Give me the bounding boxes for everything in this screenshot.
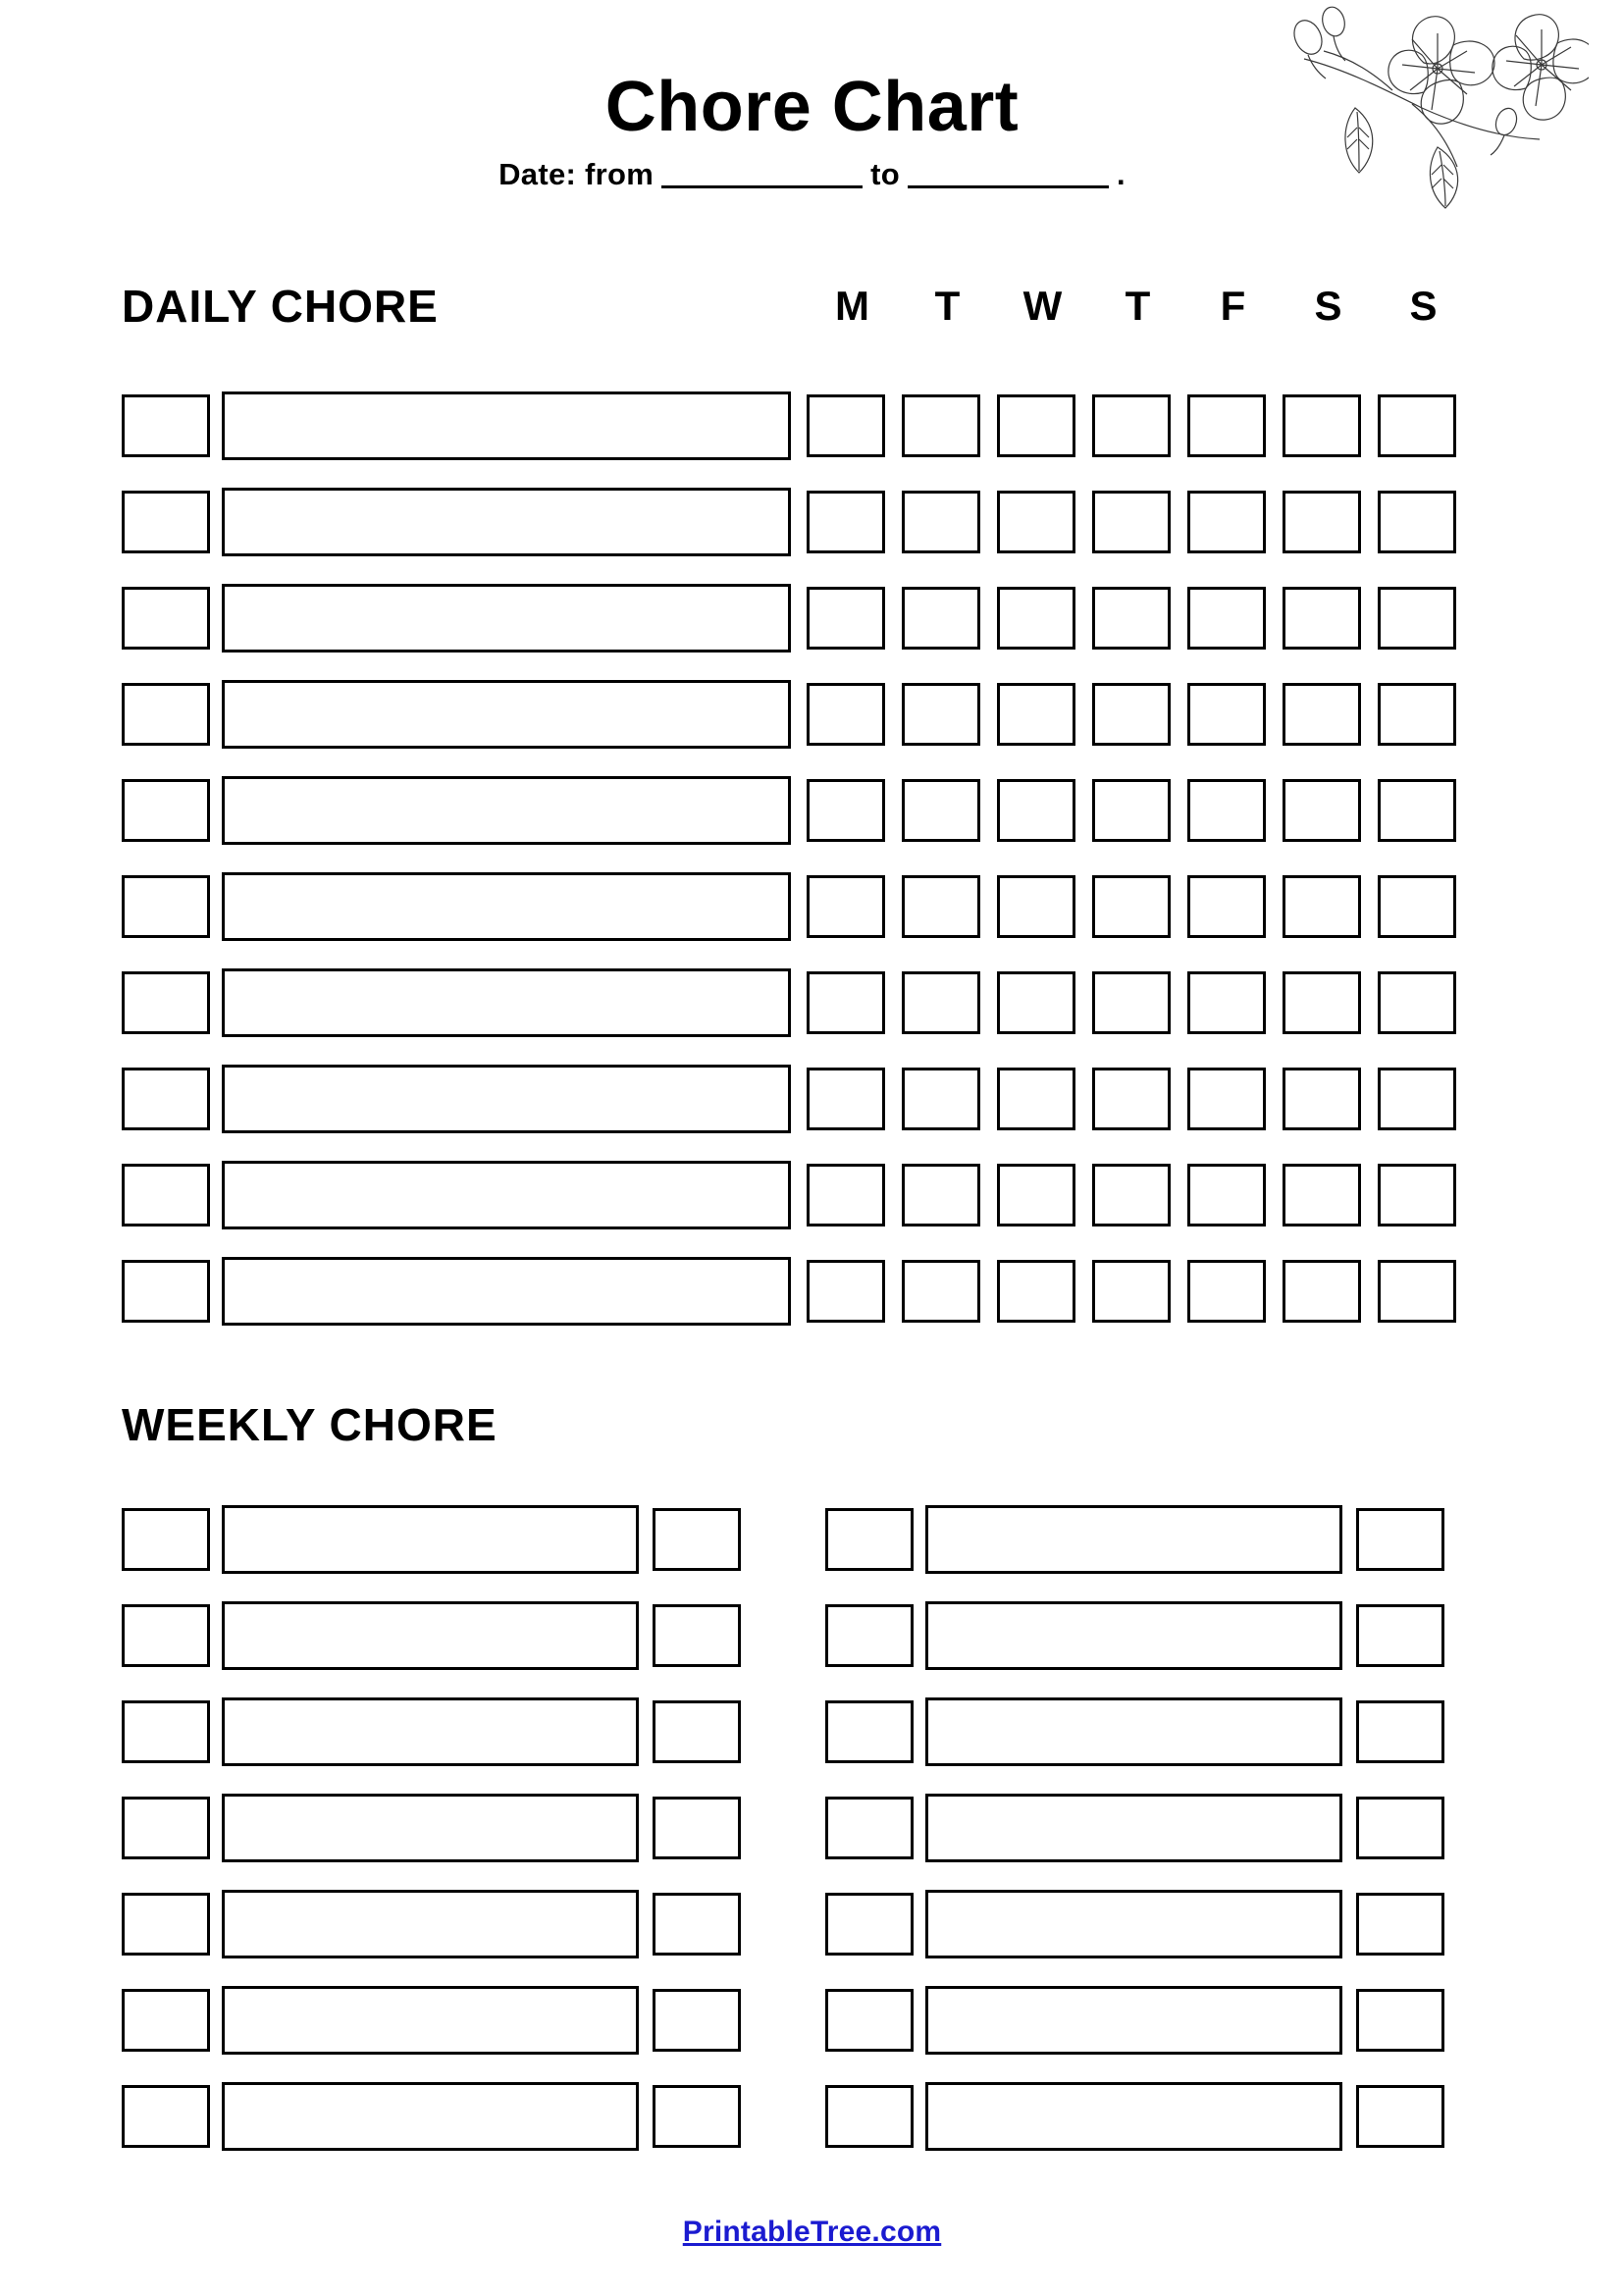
daily-chore-input[interactable] [222,1065,791,1133]
daily-day-cell-s1[interactable] [1283,394,1361,457]
daily-day-cell-s1[interactable] [1283,587,1361,650]
weekly-chore-input[interactable] [222,1505,639,1574]
weekly-chore-table-left [122,1491,769,2165]
daily-chore-input[interactable] [222,1257,791,1326]
table-row [122,378,1473,474]
weekly-chore-heading: WEEKLY CHORE [122,1399,498,1450]
daily-day-cell-w[interactable] [997,779,1075,842]
daily-day-cell-s1[interactable] [1283,971,1361,1034]
daily-day-cell-s1[interactable] [1283,491,1361,553]
date-line-period: . [1116,156,1126,191]
weekday-label-friday: F [1220,283,1246,329]
daily-day-cell-t2[interactable] [1092,491,1171,553]
daily-checkbox[interactable] [122,779,210,842]
weekly-end-box[interactable] [653,1604,741,1667]
daily-checkbox[interactable] [122,1260,210,1323]
daily-day-cell-m[interactable] [807,971,885,1034]
weekly-checkbox[interactable] [122,2085,210,2148]
daily-day-cell-s2[interactable] [1378,587,1456,650]
daily-day-cell-t1[interactable] [902,587,980,650]
daily-checkbox[interactable] [122,587,210,650]
weekly-end-box[interactable] [1356,2085,1444,2148]
weekly-checkbox[interactable] [825,1604,914,1667]
weekly-checkbox[interactable] [825,2085,914,2148]
daily-day-cell-f[interactable] [1187,491,1266,553]
weekly-end-box[interactable] [1356,1989,1444,2052]
table-row [825,1972,1473,2068]
daily-day-cell-s2[interactable] [1378,491,1456,553]
daily-day-cell-t1[interactable] [902,683,980,746]
daily-day-cell-m[interactable] [807,683,885,746]
date-to-label: to [870,156,900,191]
daily-day-cell-t2[interactable] [1092,875,1171,938]
daily-checkbox[interactable] [122,394,210,457]
daily-day-cell-t1[interactable] [902,1260,980,1323]
table-row [825,1780,1473,1876]
weekly-chore-input[interactable] [222,1794,639,1862]
table-row [122,570,1473,666]
daily-day-cell-s2[interactable] [1378,1260,1456,1323]
table-row [825,1684,1473,1780]
weekly-chore-input[interactable] [925,2082,1342,2151]
table-row [122,859,1473,955]
weekly-checkbox[interactable] [825,1797,914,1859]
daily-day-cell-t2[interactable] [1092,1068,1171,1130]
daily-chore-heading: DAILY CHORE [122,281,439,332]
daily-checkbox[interactable] [122,683,210,746]
footer-website-link[interactable]: PrintableTree.com [682,2216,942,2248]
daily-day-cell-s2[interactable] [1378,394,1456,457]
weekly-checkbox[interactable] [825,1893,914,1956]
daily-day-cell-t2[interactable] [1092,683,1171,746]
table-row [122,2068,769,2165]
daily-day-cell-w[interactable] [997,683,1075,746]
daily-checkbox[interactable] [122,491,210,553]
daily-day-cell-w[interactable] [997,971,1075,1034]
daily-checkbox[interactable] [122,971,210,1034]
weekly-checkbox[interactable] [825,1989,914,2052]
daily-checkbox[interactable] [122,1068,210,1130]
daily-day-cell-f[interactable] [1187,394,1266,457]
table-row [122,1876,769,1972]
document-header [0,68,1624,192]
weekly-chore-input[interactable] [222,2082,639,2151]
weekly-end-box[interactable] [1356,1797,1444,1859]
table-row [122,762,1473,859]
weekly-end-box[interactable] [653,1989,741,2052]
daily-day-cell-w[interactable] [997,1068,1075,1130]
weekly-chore-table-right [825,1491,1473,2165]
weekly-chore-input[interactable] [925,1697,1342,1766]
daily-chore-input[interactable] [222,584,791,652]
daily-day-cell-t1[interactable] [902,779,980,842]
daily-day-cell-t1[interactable] [902,1068,980,1130]
daily-day-cell-s2[interactable] [1378,875,1456,938]
daily-day-cell-m[interactable] [807,1164,885,1226]
table-row [825,1876,1473,1972]
weekday-header-row [805,283,1472,330]
daily-day-cell-w[interactable] [997,394,1075,457]
daily-day-cell-s2[interactable] [1378,683,1456,746]
weekly-checkbox[interactable] [825,1508,914,1571]
weekday-label-saturday: S [1314,283,1342,329]
daily-day-cell-s2[interactable] [1378,779,1456,842]
table-row [122,474,1473,570]
weekday-label-tuesday: T [934,283,961,329]
daily-day-cell-t1[interactable] [902,875,980,938]
weekly-checkbox[interactable] [122,1508,210,1571]
daily-chore-input[interactable] [222,488,791,556]
weekly-end-box[interactable] [1356,1893,1444,1956]
daily-day-cell-s2[interactable] [1378,971,1456,1034]
table-row [122,666,1473,762]
daily-day-cell-t2[interactable] [1092,1260,1171,1323]
daily-chore-input[interactable] [222,776,791,845]
daily-day-cell-f[interactable] [1187,1164,1266,1226]
table-row [122,1972,769,2068]
daily-day-cell-m[interactable] [807,491,885,553]
weekly-end-box[interactable] [653,1893,741,1956]
daily-day-cell-f[interactable] [1187,875,1266,938]
table-row [122,1588,769,1684]
weekly-chore-input[interactable] [222,1890,639,1958]
table-row [825,1491,1473,1588]
daily-day-cell-m[interactable] [807,1068,885,1130]
daily-day-cell-t2[interactable] [1092,1164,1171,1226]
daily-day-cell-w[interactable] [997,875,1075,938]
daily-chore-input[interactable] [222,680,791,749]
weekly-chore-input[interactable] [925,1794,1342,1862]
daily-checkbox[interactable] [122,1164,210,1226]
weekly-chore-input[interactable] [925,1890,1342,1958]
date-to-blank[interactable] [908,184,1109,188]
weekday-label-sunday: S [1409,283,1438,329]
daily-day-cell-s1[interactable] [1283,779,1361,842]
daily-chore-input[interactable] [222,391,791,460]
table-row [122,1243,1473,1339]
daily-day-cell-w[interactable] [997,491,1075,553]
daily-day-cell-s1[interactable] [1283,1164,1361,1226]
daily-day-cell-t2[interactable] [1092,394,1171,457]
daily-day-cell-m[interactable] [807,1260,885,1323]
daily-day-cell-s1[interactable] [1283,1068,1361,1130]
daily-day-cell-s1[interactable] [1283,875,1361,938]
daily-day-cell-s2[interactable] [1378,1164,1456,1226]
footer [0,2216,1624,2249]
daily-day-cell-t1[interactable] [902,394,980,457]
daily-day-cell-m[interactable] [807,779,885,842]
weekly-end-box[interactable] [653,2085,741,2148]
weekly-checkbox[interactable] [122,1604,210,1667]
daily-day-cell-f[interactable] [1187,587,1266,650]
weekly-chore-input[interactable] [925,1505,1342,1574]
weekly-checkbox[interactable] [122,1700,210,1763]
table-row [122,1147,1473,1243]
daily-day-cell-m[interactable] [807,394,885,457]
daily-day-cell-t1[interactable] [902,491,980,553]
weekly-checkbox[interactable] [825,1700,914,1763]
daily-day-cell-t2[interactable] [1092,971,1171,1034]
weekly-end-box[interactable] [1356,1508,1444,1571]
weekly-end-box[interactable] [653,1700,741,1763]
weekly-end-box[interactable] [653,1797,741,1859]
daily-day-cell-t2[interactable] [1092,779,1171,842]
daily-day-cell-s2[interactable] [1378,1068,1456,1130]
daily-day-cell-t1[interactable] [902,971,980,1034]
weekly-end-box[interactable] [653,1508,741,1571]
weekly-chore-input[interactable] [925,1601,1342,1670]
weekly-end-box[interactable] [1356,1700,1444,1763]
table-row [825,2068,1473,2165]
weekday-label-wednesday: W [1022,283,1063,329]
daily-day-cell-f[interactable] [1187,683,1266,746]
weekly-chore-input[interactable] [222,1697,639,1766]
daily-day-cell-f[interactable] [1187,1068,1266,1130]
daily-chore-input[interactable] [222,1161,791,1229]
page-title: Chore Chart [604,68,1020,146]
table-row [122,1051,1473,1147]
daily-day-cell-t2[interactable] [1092,587,1171,650]
weekly-checkbox[interactable] [122,1893,210,1956]
daily-day-cell-m[interactable] [807,587,885,650]
daily-day-cell-s1[interactable] [1283,683,1361,746]
table-row [122,1491,769,1588]
table-row [122,955,1473,1051]
daily-day-cell-s1[interactable] [1283,1260,1361,1323]
daily-chore-table [122,378,1473,1339]
weekly-checkbox[interactable] [122,1989,210,2052]
date-range-line [0,157,1624,192]
daily-checkbox[interactable] [122,875,210,938]
table-row [825,1588,1473,1684]
weekly-chore-input[interactable] [222,1986,639,2055]
daily-chore-input[interactable] [222,968,791,1037]
table-row [122,1684,769,1780]
weekday-label-monday: M [835,283,869,329]
weekly-checkbox[interactable] [122,1797,210,1859]
date-from-blank[interactable] [661,184,863,188]
daily-day-cell-f[interactable] [1187,971,1266,1034]
table-row [122,1780,769,1876]
weekly-end-box[interactable] [1356,1604,1444,1667]
daily-day-cell-w[interactable] [997,587,1075,650]
daily-day-cell-f[interactable] [1187,1260,1266,1323]
daily-chore-input[interactable] [222,872,791,941]
weekday-label-thursday: T [1125,283,1151,329]
weekly-chore-input[interactable] [925,1986,1342,2055]
weekly-chore-input[interactable] [222,1601,639,1670]
weekly-chore-tables [122,1491,1473,2165]
daily-day-cell-f[interactable] [1187,779,1266,842]
daily-day-cell-m[interactable] [807,875,885,938]
daily-day-cell-w[interactable] [997,1260,1075,1323]
daily-day-cell-w[interactable] [997,1164,1075,1226]
date-from-label: Date: from [498,156,655,191]
daily-day-cell-t1[interactable] [902,1164,980,1226]
